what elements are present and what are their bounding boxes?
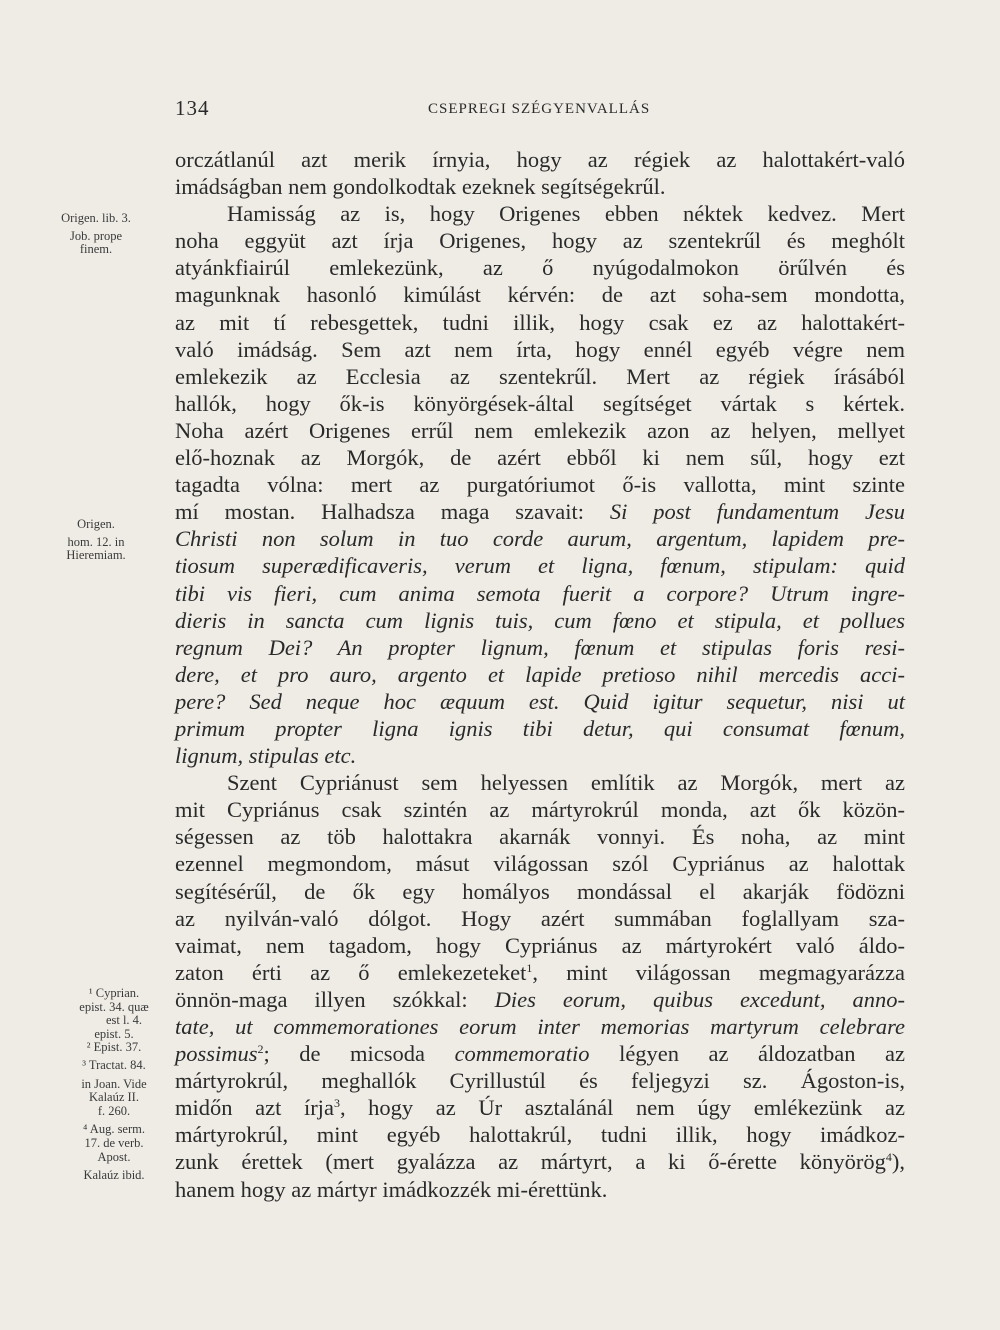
text-run: zunk érettek (mert gyalázza az mártyrt, a ki ő-érette könyörög	[175, 1149, 886, 1175]
footnote-line: ² Epist. 37.	[86, 1040, 142, 1055]
text-line: vaimat, nem tagadom, hogy Cypriánus az mártyrokért való áldo-	[175, 932, 905, 958]
latin-line: tate, ut commemorationes eorum inter memorias martyrum celebrare	[175, 1014, 905, 1039]
footnote-line: epist. 34. quæ	[79, 999, 149, 1014]
footnote-line: Apost.	[97, 1149, 131, 1164]
margin-note-line: Origen.	[77, 517, 115, 531]
latin-line: primum propter ligna ignis tibi detur, qui consumat fœnum,	[175, 715, 905, 741]
text-line: tagadta vólna: mert az purgatóriumot ő-is vallotta, mint szinte	[175, 472, 905, 498]
text-line: orczátlanúl azt merik írnyia, hogy az régiek az halottakért-való	[175, 147, 905, 172]
latin-line: lignum, stipulas etc.	[175, 743, 357, 769]
text-run: , mint világossan megmagyarázza	[532, 959, 905, 985]
text-run: zaton érti az ő emlekezeteket	[175, 959, 527, 985]
text-line: elő-hoznak az Morgók, de azért ebből ki nem sűl, hogy ezt	[175, 445, 905, 471]
footnote-line: ¹ Cyprian.	[88, 986, 140, 1000]
text-line: mártyrokrúl, mint egyéb halottakrúl, tudni illik, hogy imádkoz-	[175, 1122, 905, 1148]
text-line: imádságban nem gondolkodtak ezeknek segítségekrűl.	[175, 174, 666, 200]
text-line: atyánkfiairúl emlekezünk, az ő nyúgodalmokon örűlvén és	[175, 255, 905, 281]
margin-note-line: finem.	[79, 242, 113, 257]
text-run: légyen az áldozatban az	[589, 1041, 905, 1067]
latin-line: dieris in sancta cum lignis tuis, cum fœno et stipula, et pollues	[175, 607, 905, 633]
text-line: emlekezik az Ecclesia az szentekrűl. Mert az régiek írásából	[175, 363, 905, 389]
footnote-line: epist. 5.	[94, 1026, 134, 1041]
text-line	[175, 959, 905, 986]
footnote-ref: 1	[526, 960, 533, 975]
text-line: Hamisság az is, hogy Origenes ebben néktek kedvez. Mert	[227, 201, 905, 227]
text-run: ),	[891, 1149, 905, 1175]
latin-quote: Si post fundamentum Jesu	[609, 499, 905, 525]
margin-note-origen-hom	[42, 518, 150, 563]
footnote-ref: 2	[257, 1042, 264, 1057]
text-line: noha eggyüt azt írja Origenes, hogy az szentekrűl és meghólt	[175, 228, 905, 254]
text-line: az mit tí rebesgettek, tudni illik, hogy csak ez az halottakért-	[175, 309, 905, 335]
running-title: CSEPREGI SZÉGYENVALLÁS	[428, 101, 651, 117]
text-line: az nyilván-való dólgot. Hogy azért summában foglallyam sza-	[175, 905, 905, 931]
footnote-line: in Joan. Vide	[81, 1076, 147, 1091]
text-line: mártyrokrúl, meghallók Cyrillustúl és feljegyzi sz. Ágoston-is,	[175, 1068, 905, 1094]
text-line: ségessen az töb halottakra akarnák vonnyi. És noha, az mint	[175, 824, 905, 850]
text-line	[175, 498, 905, 525]
text-run: ; de micsoda	[263, 1041, 455, 1067]
latin-line: pere? Sed neque hoc æquum est. Quid igitur sequetur, nisi ut	[175, 688, 905, 714]
footnote-line: ⁴ Aug. serm.	[83, 1122, 145, 1137]
text-line: Szent Cypriánust sem helyessen említik az Morgók, mert az	[227, 770, 905, 796]
latin-quote: possimus	[175, 1041, 258, 1067]
footnote-line: Kalaúz II.	[89, 1090, 139, 1105]
text-line: való imádság. Sem azt nem írta, hogy ennél egyéb végre nem	[175, 336, 905, 362]
text-line	[175, 1148, 905, 1175]
text-line: segítésérűl, de ők egy homályos mondással el akarják födözni	[175, 878, 905, 904]
latin-line: tibi vis fieri, cum anima semota fuerit a corpore? Utrum ingre-	[175, 580, 905, 606]
text-run: önnön-maga illyen szókkal:	[175, 986, 495, 1012]
text-line	[175, 1094, 905, 1121]
text-line: hallók, hogy ők-is könyörgések-által segítséget vártak s kértek.	[175, 390, 905, 416]
footnote-ref: 3	[333, 1096, 340, 1111]
latin-line: regnum Dei? An propter lignum, fœnum et stipulas foris resi-	[175, 634, 905, 660]
text-run: , hogy az Úr asztalánál nem úgy emlékezünk az	[339, 1095, 905, 1121]
latin-quote: commemoratio	[454, 1041, 590, 1067]
footnote-line: 17. de verb.	[84, 1135, 144, 1150]
text-line: ezennel megmondom, másut világossan szól Cypriánus az halottak	[175, 851, 905, 877]
page-number: 134	[175, 96, 210, 120]
text-line	[175, 1040, 905, 1067]
footnote-line: ³ Tractat. 84.	[82, 1057, 146, 1072]
latin-quote: Dies eorum, quibus excedunt, anno-	[494, 986, 905, 1012]
footnote-line: est l. 4.	[105, 1013, 143, 1028]
margin-note-line: Job. prope	[69, 228, 123, 243]
margin-note-line: hom. 12. in	[67, 534, 125, 549]
text-line	[175, 986, 905, 1013]
text-line: hanem hogy az mártyr imádkozzék mi-érettünk.	[175, 1176, 608, 1202]
margin-footnotes	[56, 987, 172, 1183]
margin-note-line: Hieremiam.	[66, 548, 126, 563]
text-run: mí mostan. Halhadsza maga szavait:	[175, 499, 610, 525]
footnote-ref: 4	[885, 1150, 892, 1165]
margin-note-origen-job	[42, 212, 150, 257]
footnote-line: Kalaúz ibid.	[83, 1168, 145, 1183]
text-line: magunknak hasonló kimúlást kérvén: de azt soha-sem mondotta,	[175, 282, 905, 308]
latin-line: dere, et pro auro, argento et lapide pretioso nihil mercedis acci-	[175, 661, 905, 687]
text-line: Noha azért Origenes errűl nem emlekezik azon az helyen, mellyet	[175, 417, 905, 443]
body-text	[175, 146, 905, 1203]
footnote-line: f. 260.	[97, 1103, 131, 1118]
latin-line: Christi non solum in tuo corde aurum, argentum, lapidem pre-	[175, 526, 905, 552]
text-run: midőn azt írja	[175, 1095, 334, 1121]
text-line: mit Cypriánus csak szintén az mártyrokrúl monda, azt ők közön-	[175, 797, 905, 823]
margin-note-line: Origen. lib. 3.	[61, 211, 131, 225]
latin-line: tiosum superædificaveris, verum et ligna, fœnum, stipulam: quid	[175, 553, 905, 579]
